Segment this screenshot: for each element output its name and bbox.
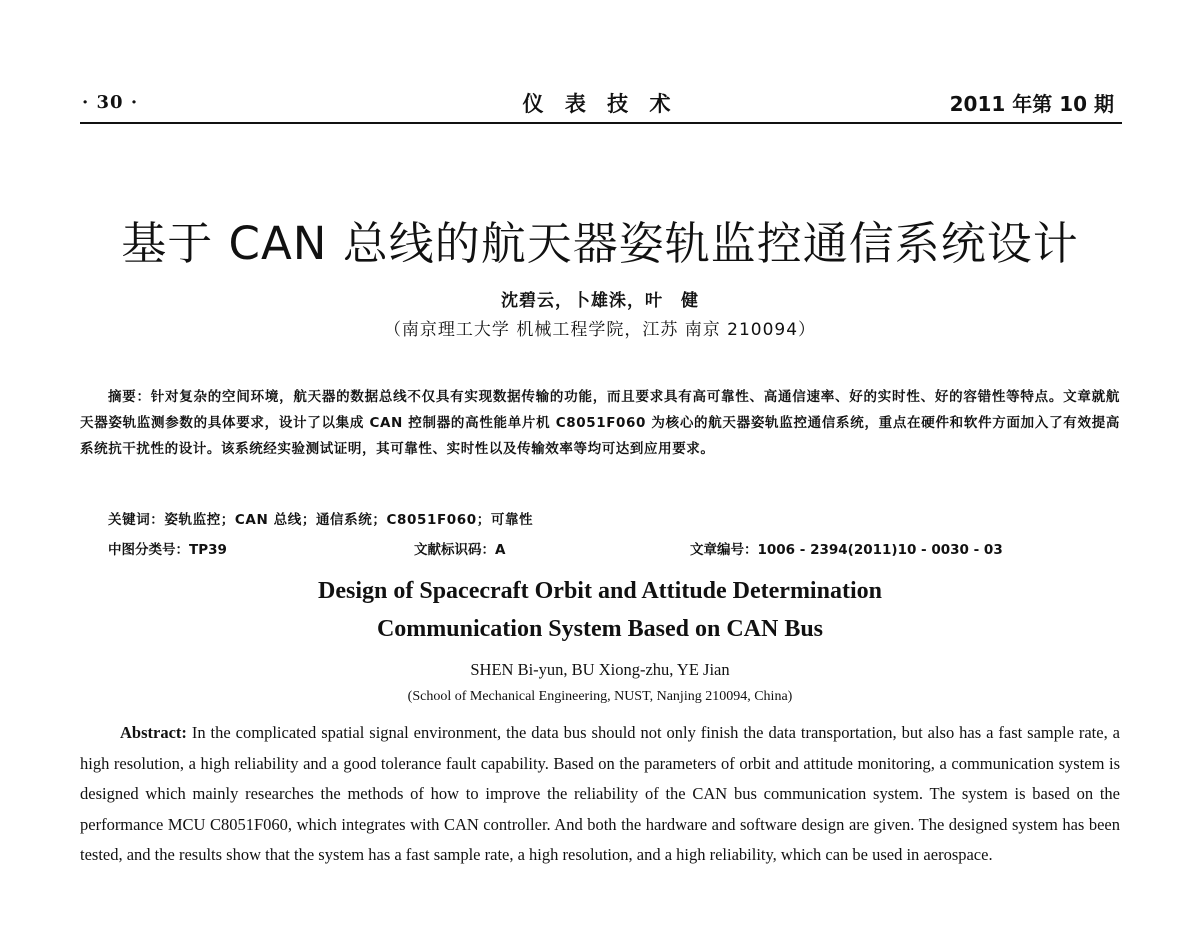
article-no-value: 1006 - 2394(2011)10 - 0030 - 03 [757, 542, 1003, 558]
title-en-line2: Communication System Based on CAN Bus [376, 616, 824, 642]
clc-number [108, 538, 227, 558]
abstract-cn [80, 384, 1120, 462]
keywords-cn-label: 关键词： [108, 512, 165, 528]
doc-code-value: A [495, 542, 506, 558]
paper-title-cn: 基于 CAN 总线的航天器姿轨监控通信系统设计 [121, 217, 1079, 270]
doc-code-label: 文献标识码： [414, 542, 495, 558]
authors-en: SHEN Bi-yun, BU Xiong-zhu, YE Jian [470, 660, 730, 679]
affiliation-en: (School of Mechanical Engineering, NUST, Nanjing 210094, China) [407, 689, 793, 704]
keywords-cn-text: 姿轨监控；CAN 总线；通信系统；C8051F060；可靠性 [164, 512, 534, 528]
affiliation-cn: （南京理工大学 机械工程学院，江苏 南京 210094） [383, 320, 817, 340]
abstract-en-label: Abstract: [120, 723, 187, 742]
article-no-label: 文章编号： [690, 542, 758, 558]
article-number [690, 538, 1003, 558]
keywords-cn [108, 508, 533, 528]
issue-label: 2011 年第 10 期 [949, 92, 1114, 116]
abstract-cn-text: 针对复杂的空间环境，航天器的数据总线不仅具有实现数据传输的功能，而且要求具有高可靠性、高通信速率、好的实时性、好的容错性等特点。文章就航天器姿轨监测参数的具体要求，设计了以集成 CAN 控制器的高性能单片机 C8051F060 为核心的航天器姿轨监控通信系统，重点在硬件和软件方面加入了有效提高系统抗干扰性的设计。该系统经实验测试证明，其可靠性、实时性以及传输效率等均可达到应用要求。 [80, 389, 1120, 457]
authors-cn: 沈碧云，卜雄洙，叶 健 [501, 291, 699, 311]
journal-name: 仪 表 技 术 [522, 92, 678, 116]
clc-value: TP39 [189, 542, 227, 558]
page-number: · 30 · [82, 92, 139, 113]
abstract-en-text: In the complicated spatial signal environment, the data bus should not only finish the data transportation, but also has a fast sample rate, a high resolution, a high reliability and a good tolerance fault capability. Based on the parameters of orbit and attitude monitoring, a communication system is designed which mainly researches the methods of how to improve the reliability of the CAN bus communication system. The system is based on the performance MCU C8051F060, which integrates with CAN controller. And both the hardware and software design are given. The designed system has been tested, and the results show that the system has a fast sample rate, a high resolution, and a high reliability, which can be used in aerospace. [80, 723, 1120, 864]
paper-title-en [0, 572, 1200, 648]
abstract-cn-label: 摘要： [108, 389, 151, 405]
document-code [414, 538, 505, 558]
title-en-line1: Design of Spacecraft Orbit and Attitude Determination [318, 578, 882, 604]
clc-label: 中图分类号： [108, 542, 189, 558]
header-rule [80, 122, 1122, 124]
abstract-en [80, 718, 1120, 871]
